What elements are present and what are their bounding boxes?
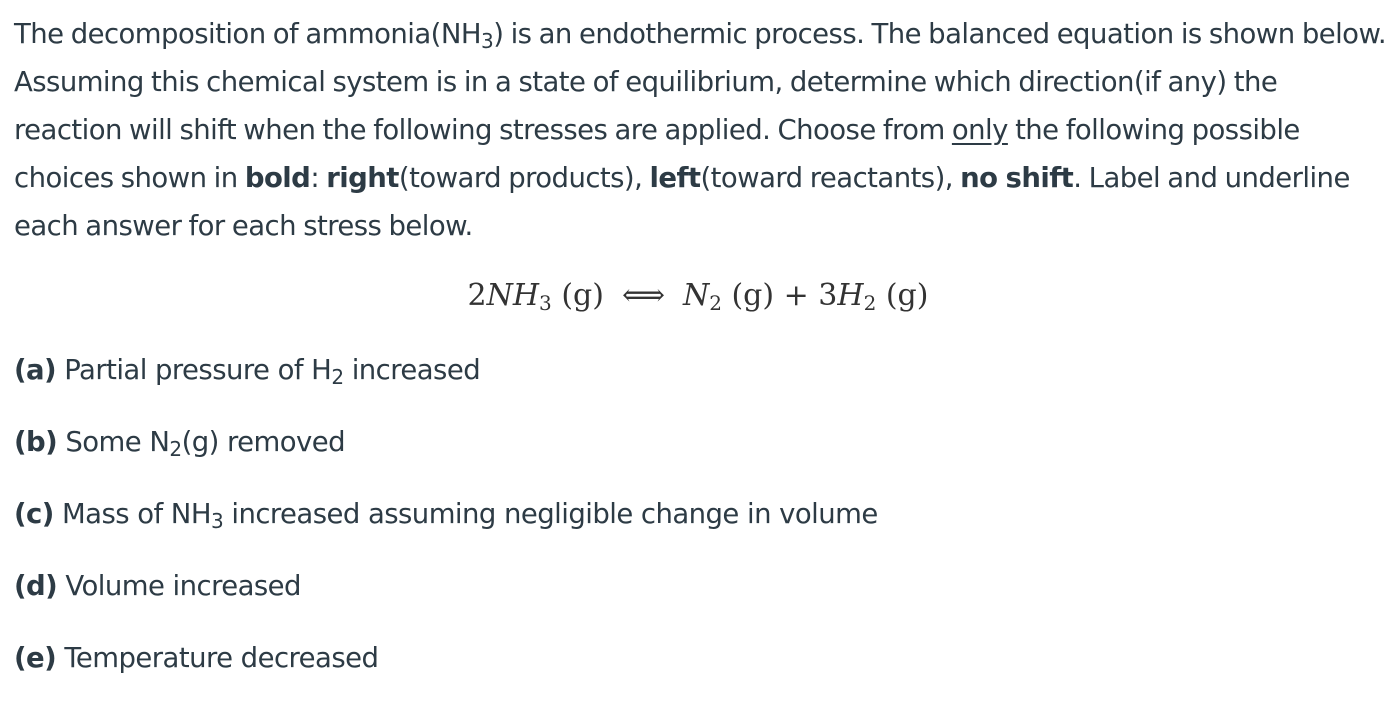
- intro-text: (toward products),: [398, 162, 650, 194]
- stress-label: (b): [14, 426, 58, 458]
- only-emphasis: only: [951, 114, 1008, 146]
- balanced-equation: [0, 272, 1396, 320]
- stress-text: increased: [343, 354, 481, 386]
- stress-text: Some N: [57, 426, 170, 458]
- equation-state: (g) +: [721, 278, 819, 313]
- stress-text: Temperature decreased: [56, 642, 379, 674]
- stress-subscript: 3: [210, 509, 224, 533]
- equation-species-nh3: NH: [486, 278, 540, 313]
- intro-text: the following possible choices shown in: [14, 114, 1300, 194]
- stress-text: Volume increased: [57, 570, 301, 602]
- stress-item-b: [14, 418, 345, 466]
- equation-species-n2: N: [682, 278, 710, 313]
- stress-subscript: 2: [169, 437, 182, 461]
- intro-text: :: [310, 162, 327, 194]
- intro-text: (toward reactants),: [700, 162, 961, 194]
- stress-item-e: [14, 634, 378, 682]
- equation-coefficient: 3: [818, 278, 838, 313]
- equation-state: (g): [551, 278, 604, 313]
- equation-species-h2: H: [837, 278, 864, 313]
- intro-text: The decomposition of ammonia(NH: [14, 18, 482, 50]
- stress-item-d: [14, 562, 301, 610]
- intro-text: . Label and underline each answer for each stress below.: [14, 162, 1350, 242]
- stress-item-c: [14, 490, 878, 538]
- stress-item-a: [14, 346, 480, 394]
- intro-subscript: 3: [481, 29, 494, 53]
- stress-text: (g) removed: [181, 426, 346, 458]
- stress-label: (e): [14, 642, 57, 674]
- choice-left: left: [649, 162, 701, 194]
- equation-state: (g): [876, 278, 929, 313]
- stress-label: (c): [14, 498, 54, 530]
- stress-label: (d): [14, 570, 58, 602]
- question-intro: [14, 10, 1392, 250]
- equation-subscript: 2: [709, 291, 722, 315]
- stress-label: (a): [14, 354, 57, 386]
- bold-emphasis: bold: [244, 162, 311, 194]
- choice-right: right: [326, 162, 399, 194]
- choice-no-shift: no shift: [960, 162, 1074, 194]
- equation-coefficient: 2: [467, 278, 487, 313]
- stress-subscript: 2: [331, 365, 344, 389]
- stress-text: Partial pressure of H: [56, 354, 332, 386]
- equation-subscript: 2: [863, 291, 877, 315]
- stress-text: increased assuming negligible change in volume: [223, 498, 878, 530]
- stress-text: Mass of NH: [53, 498, 211, 530]
- equilibrium-arrow-icon: ⟺: [621, 278, 665, 313]
- equation-subscript: 3: [539, 291, 552, 315]
- intro-text: ) is an endothermic process. The balanced equation is shown below. Assuming this chemical system is in a state of equilibrium, determine which direction(if any) the reaction will shift when the following stresses are applied. Choose from: [14, 18, 1387, 146]
